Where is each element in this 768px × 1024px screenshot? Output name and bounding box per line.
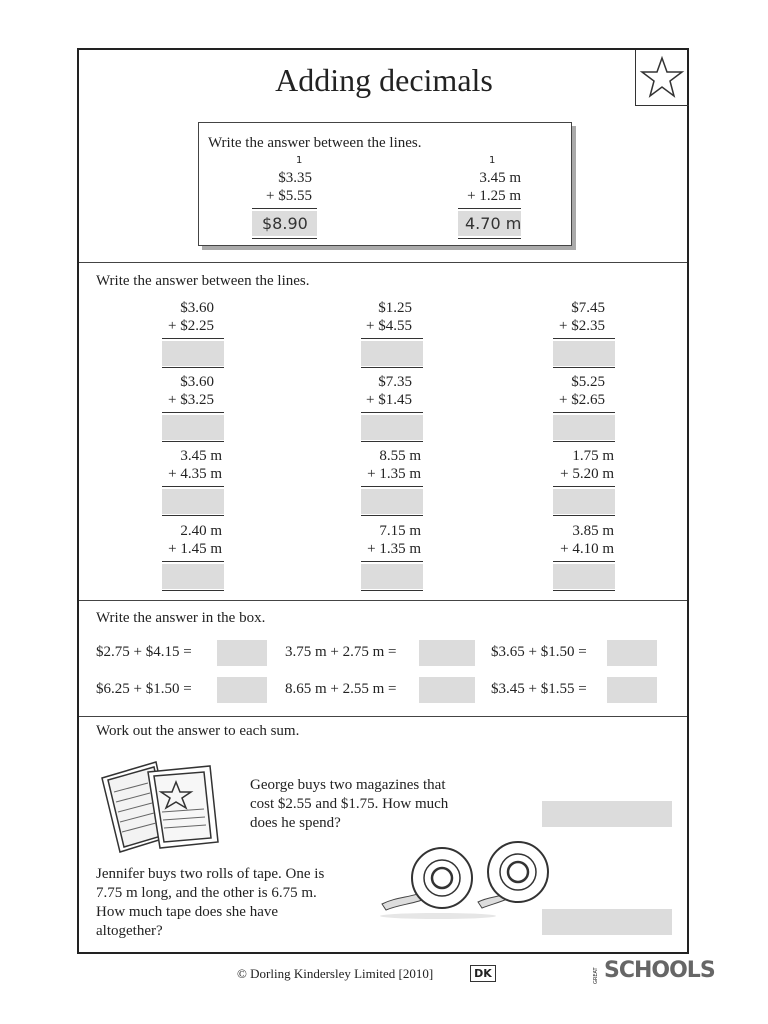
- answer-line: [162, 412, 224, 413]
- addend-top: $7.35: [378, 374, 412, 390]
- addend-bottom: + $2.65: [559, 392, 605, 408]
- answer-line: [361, 441, 423, 442]
- answer-line: [361, 515, 423, 516]
- answer-box[interactable]: [361, 341, 423, 366]
- addend-top: 1.75 m: [572, 448, 614, 464]
- answer-box[interactable]: [553, 341, 615, 366]
- answer-line: [361, 590, 423, 591]
- carry-digit: 1: [296, 155, 303, 166]
- brand-small: GREAT: [593, 967, 599, 984]
- answer-line: [162, 338, 224, 339]
- addend-bottom: + 1.45 m: [168, 541, 222, 557]
- page-title: Adding decimals: [275, 62, 493, 98]
- addend-bottom: + $2.35: [559, 318, 605, 334]
- addend-top: $1.25: [378, 300, 412, 316]
- equation: $3.45 + $1.55 =: [491, 681, 587, 697]
- answer-line: [162, 441, 224, 442]
- addend-bottom: + $4.55: [366, 318, 412, 334]
- addend-top: $3.60: [180, 374, 214, 390]
- example-instruction: Write the answer between the lines.: [208, 135, 422, 151]
- q2-line: 7.75 m long, and the other is 6.75 m.: [96, 885, 317, 901]
- answer-line: [252, 208, 317, 209]
- q2-answer-box[interactable]: [542, 909, 672, 935]
- addend-bottom: + 4.10 m: [560, 541, 614, 557]
- q1-answer-box[interactable]: [542, 801, 672, 827]
- example-answer: 4.70 m: [465, 214, 522, 233]
- carry-digit: 1: [489, 155, 496, 166]
- answer-box[interactable]: [553, 415, 615, 440]
- addend-top: $5.25: [571, 374, 605, 390]
- answer-line: [361, 367, 423, 368]
- answer-line: [553, 338, 615, 339]
- q2-line: Jennifer buys two rolls of tape. One is: [96, 866, 325, 882]
- q2-line: altogether?: [96, 923, 163, 939]
- answer-line: [361, 412, 423, 413]
- dk-logo: [470, 965, 496, 982]
- answer-line: [162, 590, 224, 591]
- answer-box[interactable]: [419, 677, 475, 703]
- answer-line: [162, 561, 224, 562]
- answer-line: [553, 561, 615, 562]
- addend-top: 3.85 m: [572, 523, 614, 539]
- section1-instruction: Write the answer between the lines.: [96, 273, 310, 289]
- addend-bottom: + 5.20 m: [560, 466, 614, 482]
- equation: 3.75 m + 2.75 m =: [285, 644, 397, 660]
- answer-box[interactable]: [162, 415, 224, 440]
- answer-box[interactable]: [361, 564, 423, 589]
- answer-line: [162, 515, 224, 516]
- answer-line: [162, 486, 224, 487]
- answer-line: [553, 590, 615, 591]
- answer-box[interactable]: [361, 415, 423, 440]
- star-badge: [635, 50, 689, 106]
- section3-instruction: Work out the answer to each sum.: [96, 723, 300, 739]
- addend-top: 2.40 m: [180, 523, 222, 539]
- example-answer: $8.90: [262, 214, 308, 233]
- answer-line: [553, 367, 615, 368]
- answer-box[interactable]: [162, 341, 224, 366]
- addend-top: 8.55 m: [379, 448, 421, 464]
- answer-box[interactable]: [217, 640, 267, 666]
- q1-line: does he spend?: [250, 815, 341, 831]
- example-addend-bottom: + $5.55: [266, 188, 312, 204]
- equation: 8.65 m + 2.55 m =: [285, 681, 397, 697]
- q1-line: cost $2.55 and $1.75. How much: [250, 796, 449, 812]
- answer-line: [162, 367, 224, 368]
- answer-box[interactable]: [607, 677, 657, 703]
- answer-box[interactable]: [419, 640, 475, 666]
- example-addend-bottom: + 1.25 m: [467, 188, 521, 204]
- answer-box[interactable]: [553, 489, 615, 514]
- answer-line: [553, 412, 615, 413]
- equation: $6.25 + $1.50 =: [96, 681, 192, 697]
- answer-line: [553, 515, 615, 516]
- answer-line: [361, 486, 423, 487]
- addend-top: 7.15 m: [379, 523, 421, 539]
- answer-line: [361, 338, 423, 339]
- answer-line: [361, 561, 423, 562]
- answer-box[interactable]: [162, 564, 224, 589]
- answer-line: [553, 441, 615, 442]
- addend-bottom: + $2.25: [168, 318, 214, 334]
- dk-logo-text: DK: [474, 967, 492, 980]
- answer-line: [553, 486, 615, 487]
- section-divider: [79, 716, 687, 717]
- tape-rolls-illustration: [378, 838, 558, 920]
- addend-top: $7.45: [571, 300, 605, 316]
- answer-box[interactable]: [217, 677, 267, 703]
- star-icon: [636, 50, 688, 104]
- section2-instruction: Write the answer in the box.: [96, 610, 266, 626]
- addend-bottom: + $1.45: [366, 392, 412, 408]
- addend-top: 3.45 m: [180, 448, 222, 464]
- q2-line: How much tape does she have: [96, 904, 279, 920]
- addend-bottom: + 1.35 m: [367, 541, 421, 557]
- answer-line: [252, 238, 317, 239]
- addend-bottom: + $3.25: [168, 392, 214, 408]
- answer-box[interactable]: [553, 564, 615, 589]
- equation: $3.65 + $1.50 =: [491, 644, 587, 660]
- section-divider: [79, 262, 687, 263]
- answer-box[interactable]: [162, 489, 224, 514]
- addend-bottom: + 1.35 m: [367, 466, 421, 482]
- greatschools-logo: SCHOOLS: [604, 958, 715, 983]
- addend-bottom: + 4.35 m: [168, 466, 222, 482]
- copyright: © Dorling Kindersley Limited [2010]: [237, 966, 434, 981]
- answer-line: [458, 238, 521, 239]
- addend-top: $3.60: [180, 300, 214, 316]
- answer-box[interactable]: [361, 489, 423, 514]
- answer-box[interactable]: [607, 640, 657, 666]
- section-divider: [79, 600, 687, 601]
- q1-line: George buys two magazines that: [250, 777, 446, 793]
- magazines-illustration: [98, 756, 222, 854]
- example-addend-top: 3.45 m: [479, 170, 521, 186]
- equation: $2.75 + $4.15 =: [96, 644, 192, 660]
- answer-line: [458, 208, 521, 209]
- example-addend-top: $3.35: [278, 170, 312, 186]
